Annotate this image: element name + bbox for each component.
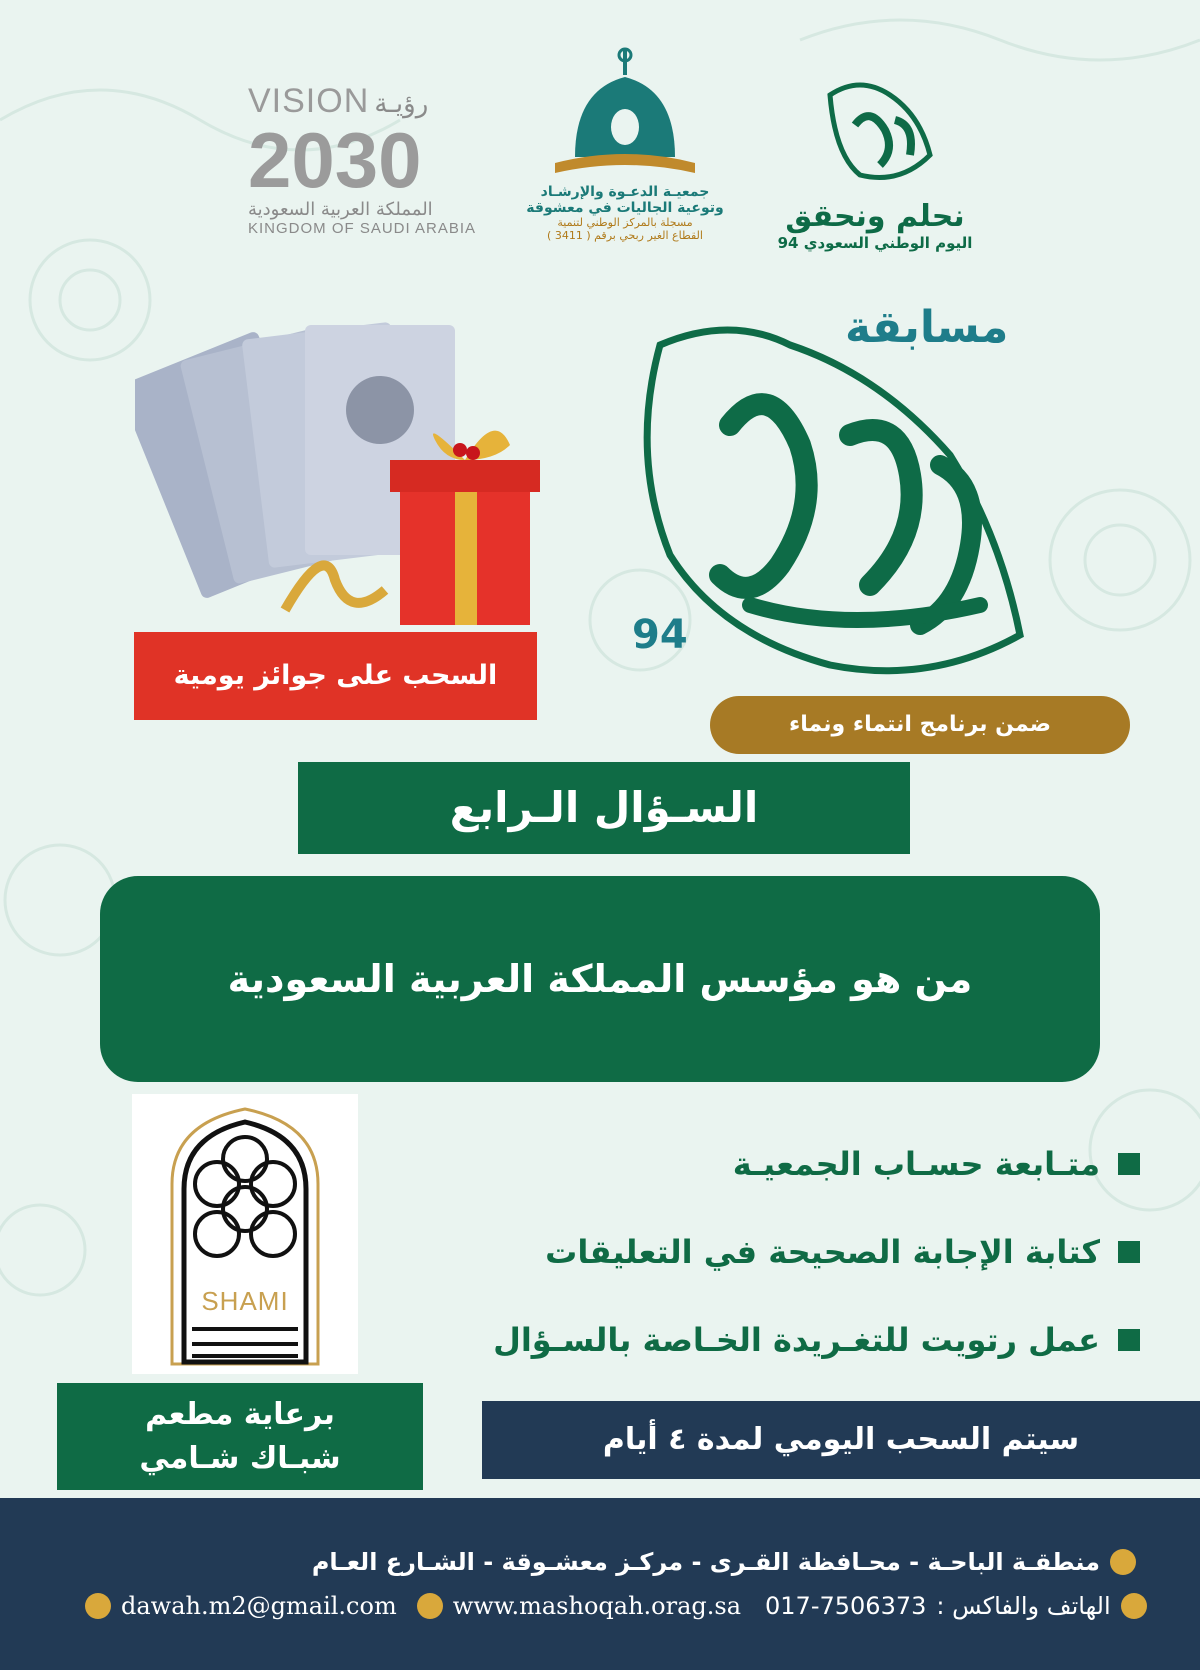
sponsor-line1: برعاية مطعم — [145, 1396, 335, 1432]
bullet-square-icon — [1118, 1241, 1140, 1263]
phone-label: الهاتف والفاكس : — [936, 1592, 1111, 1620]
mosque-dome-icon — [550, 45, 700, 180]
association-logo — [525, 45, 725, 275]
vision-2030-logo — [248, 82, 488, 257]
contest-number: 94 — [632, 612, 688, 658]
prize-banner: السحب على جوائز يومية — [134, 632, 537, 720]
footer — [0, 1498, 1200, 1670]
list-item — [380, 1296, 1140, 1384]
phone-number: 017-7506373 — [765, 1592, 927, 1620]
address-text: منطقـة الباحـة - محـافظة القـرى - مركـز معشـوقة - الشـارع العـام — [311, 1548, 1100, 1576]
sponsor-line2: شبـاك شـامي — [139, 1440, 341, 1476]
association-name-line2: وتوعية الجاليات في معشوقة — [526, 200, 724, 216]
vision-year: 2030 — [248, 116, 422, 204]
step-text: كتابة الإجابة الصحيحة في التعليقات — [545, 1233, 1100, 1271]
shami-logo-text: SHAMI — [201, 1286, 289, 1316]
website-link[interactable]: www.mashoqah.orag.sa — [452, 1592, 742, 1620]
question-box — [100, 876, 1100, 1082]
saudi-map-calligraphy-icon — [800, 65, 950, 195]
national-day-logo — [770, 65, 980, 265]
footer-contact — [85, 1592, 1147, 1620]
association-registration-line1: مسجلة بالمركز الوطني لتنمية — [557, 216, 693, 229]
national-day-subtitle: اليوم الوطني السعودي 94 — [777, 234, 973, 252]
vision-title-en: VISION — [248, 82, 370, 120]
association-registration-line2: القطاع الغير ربحي برقم ( 3411 ) — [547, 229, 703, 242]
email-icon — [85, 1593, 111, 1619]
draw-notice: سيتم السحب اليومي لمدة ٤ أيام — [482, 1401, 1200, 1479]
sponsor-box — [57, 1383, 423, 1490]
question-text: من هو مؤسس المملكة العربية السعودية — [227, 957, 973, 1001]
email-link[interactable]: dawah.m2@gmail.com — [121, 1592, 397, 1620]
location-pin-icon — [1110, 1549, 1136, 1575]
vision-kingdom-ar: المملكة العربية السعودية — [248, 199, 433, 220]
program-badge: ضمن برنامج انتماء ونماء — [710, 696, 1130, 754]
steps-list — [380, 1120, 1140, 1384]
globe-icon — [417, 1593, 443, 1619]
footer-address — [312, 1548, 1136, 1576]
vision-kingdom-en: KINGDOM OF SAUDI ARABIA — [248, 220, 477, 237]
association-name-line1: جمعيـة الدعـوة والإرشـاد — [540, 184, 710, 200]
national-day-slogan: نحلم ونحقق — [785, 199, 965, 234]
phone-icon — [1121, 1593, 1147, 1619]
contest-label: مسابقة — [845, 302, 1009, 353]
shami-restaurant-logo — [132, 1094, 358, 1374]
window-lattice-icon — [132, 1094, 358, 1374]
list-item — [380, 1120, 1140, 1208]
gold-ribbon-icon — [285, 565, 385, 610]
bullet-square-icon — [1118, 1329, 1140, 1351]
step-text: متـابعة حسـاب الجمعيـة — [732, 1145, 1100, 1183]
money-and-gift-illustration — [135, 310, 565, 630]
vision-title-ar: رؤيـة — [374, 89, 429, 119]
bullet-square-icon — [1118, 1153, 1140, 1175]
question-title: السـؤال الـرابع — [298, 762, 910, 854]
step-text: عمل رتويت للتغـريدة الخـاصة بالسـؤال — [493, 1321, 1100, 1359]
list-item — [380, 1208, 1140, 1296]
